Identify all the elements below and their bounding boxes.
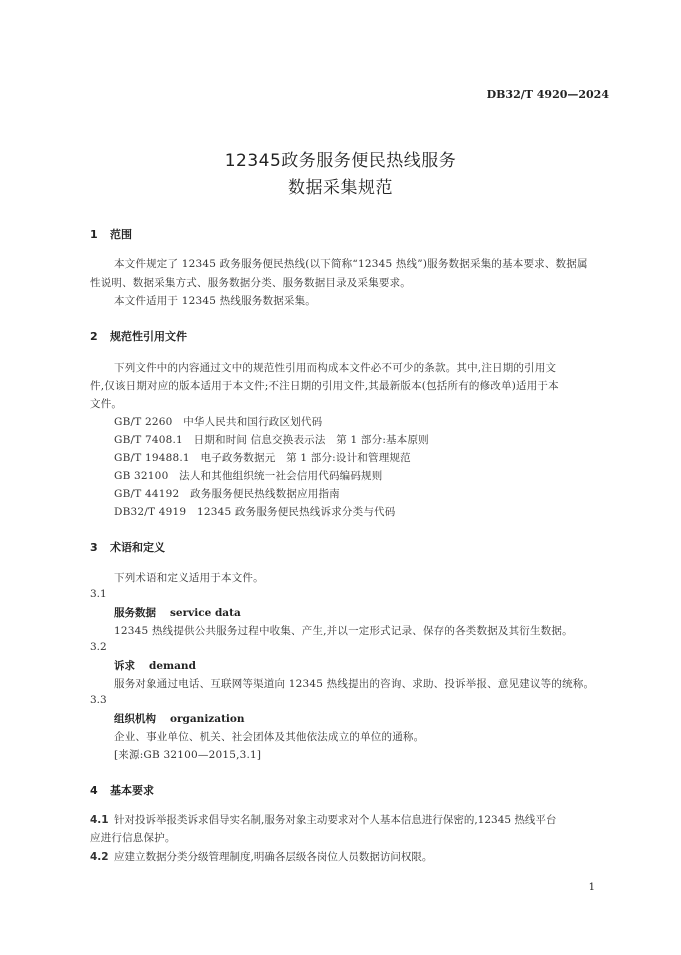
reference-item: GB/T 2260 中华人民共和国行政区划代码 — [114, 416, 323, 428]
section-3-heading — [90, 539, 165, 555]
term-en: organization — [170, 713, 245, 725]
document-title-line-1: 12345政务服务便民热线服务 — [224, 151, 457, 171]
term-cn: 服务数据 — [114, 607, 156, 619]
reference-item: GB/T 7408.1 日期和时间 信息交换表示法 第 1 部分:基本原则 — [114, 434, 429, 446]
clause-4-2 — [90, 849, 432, 864]
section-4-heading — [90, 782, 154, 798]
term-cn: 诉求 — [114, 660, 135, 672]
clause-number: 4.2 — [90, 851, 109, 863]
term-number: 3.3 — [90, 694, 107, 706]
paragraph: 本文件适用于 12345 热线服务数据采集。 — [114, 295, 316, 307]
document-title-line-2: 数据采集规范 — [288, 178, 393, 198]
term-source: [来源:GB 32100—2015,3.1] — [114, 749, 262, 761]
paragraph: 下列文件中的内容通过文中的规范性引用而构成本文件必不可少的条款。其中,注日期的引用文 — [114, 362, 557, 374]
term-definition: 服务对象通过电话、互联网等渠道向 12345 热线提出的咨询、求助、投诉举报、意见建议等的统称。 — [114, 678, 595, 690]
reference-item: DB32/T 4919 12345 政务服务便民热线诉求分类与代码 — [114, 506, 396, 518]
clause-number: 4.1 — [90, 814, 109, 826]
section-title: 范围 — [110, 228, 132, 241]
reference-item: GB 32100 法人和其他组织统一社会信用代码编码规则 — [114, 470, 383, 482]
clause-4-1 — [90, 812, 556, 827]
term-number: 3.2 — [90, 641, 107, 653]
section-title: 术语和定义 — [110, 541, 165, 554]
section-number: 1 — [90, 228, 98, 241]
term-en: service data — [170, 607, 241, 619]
section-title: 基本要求 — [110, 784, 154, 797]
standard-number: DB32/T 4920—2024 — [486, 88, 609, 101]
paragraph: 应进行信息保护。 — [90, 832, 176, 844]
section-number: 4 — [90, 784, 98, 797]
clause-text: 应建立数据分类分级管理制度,明确各层级各岗位人员数据访问权限。 — [114, 851, 433, 863]
term-heading — [114, 658, 196, 673]
section-2-heading — [90, 328, 187, 344]
term-cn: 组织机构 — [114, 713, 156, 725]
paragraph: 文件。 — [90, 398, 123, 410]
section-1-heading — [90, 226, 132, 242]
reference-item: GB/T 19488.1 电子政务数据元 第 1 部分:设计和管理规范 — [114, 452, 411, 464]
term-definition: 企业、事业单位、机关、社会团体及其他依法成立的单位的通称。 — [114, 731, 425, 743]
term-en: demand — [149, 660, 196, 672]
clause-text: 针对投诉举报类诉求倡导实名制,服务对象主动要求对个人基本信息进行保密的,12345 热线平台 — [114, 814, 557, 826]
page-number: 1 — [588, 882, 595, 893]
paragraph: 性说明、数据采集方式、服务数据分类、服务数据目录及采集要求。 — [90, 277, 411, 289]
term-heading — [114, 605, 241, 620]
term-heading — [114, 711, 245, 726]
paragraph: 件,仅该日期对应的版本适用于本文件;不注日期的引用文件,其最新版本(包括所有的修改单)适用于本 — [90, 380, 559, 392]
reference-item: GB/T 44192 政务服务便民热线数据应用指南 — [114, 488, 340, 500]
term-number: 3.1 — [90, 588, 107, 600]
section-title: 规范性引用文件 — [110, 330, 187, 343]
term-definition: 12345 热线提供公共服务过程中收集、产生,并以一定形式记录、保存的各类数据及其衍生数据。 — [114, 625, 573, 637]
section-number: 3 — [90, 541, 98, 554]
paragraph: 下列术语和定义适用于本文件。 — [114, 572, 264, 584]
paragraph: 本文件规定了 12345 政务服务便民热线(以下简称“12345 热线”)服务数据采集的基本要求、数据属 — [114, 258, 588, 270]
section-number: 2 — [90, 330, 98, 343]
